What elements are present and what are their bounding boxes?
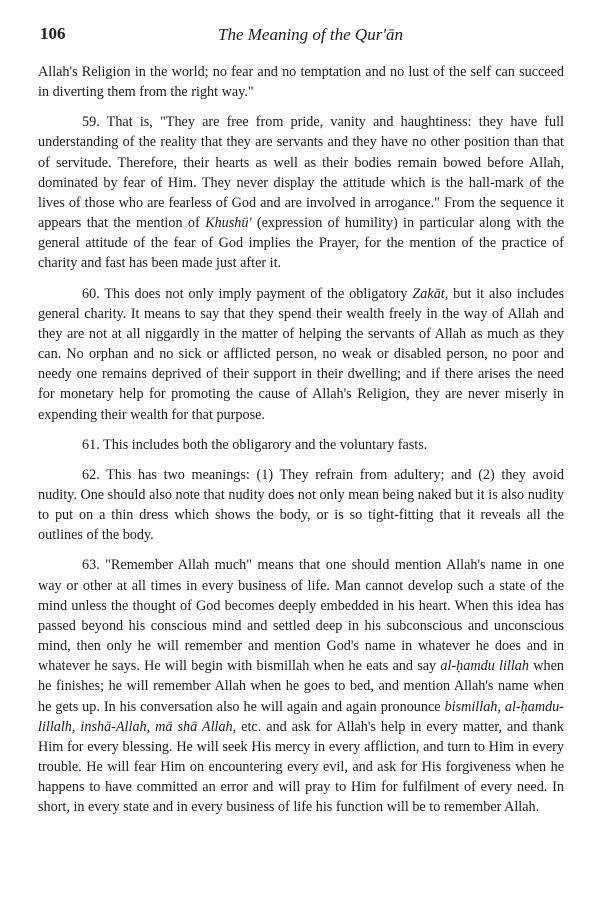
note-number: 60. [82, 285, 100, 302]
note-text: "Remember Allah much" means that one should mention Allah's name in one way or other at all times in every business of life. Man cannot develop such a state of the mind unless the thought of God becomes deeply embedded in his heart. When this idea has passed beyond his conscious mind and settled deep in his subconscious and unconscious mind, then only he will remember and mention God's name in whatever he does and in whatever he says. He will begin with bismillah when he eats and say [38, 557, 565, 675]
italic-term: Zakāt, [412, 285, 449, 302]
paragraph-continued [38, 62, 564, 102]
note-number: 59. [82, 114, 100, 131]
italic-term: bismillah, al-ḥamdu-lillalh, inshā-Allah, mā shā Allah, [38, 698, 564, 735]
note-text: etc. and ask for Allah's help in every matter, and thank Him for every blessing. He will seek His mercy in every affliction, and turn to Him in every trouble. He will fear Him on encountering every evil, and ask for His forgiveness when he happens to have committed an error and will pray to Him for fulfilment of every need. In short, in every state and in every business of life his function will be to remember Allah. [38, 718, 564, 816]
note-number: 61. [82, 436, 100, 453]
note-60 [38, 284, 564, 425]
running-title: The Meaning of the Qur'ān [218, 25, 403, 44]
note-text: when he finishes; he will remember Allah when he goes to bed, and mention Allah's name when he gets up. In his conversation also he will again and again pronounce [38, 658, 564, 715]
note-61 [38, 435, 564, 455]
note-number: 63. [82, 557, 100, 574]
note-text: but it also includes general charity. It means to say that they spend their wealth freely in the way of Allah and they are not at all niggardly in the matter of helping the servants of Allah as much as they can. No orphan and no sick or afflicted person, no weak or disabled person, no poor and needy one remains deprived of their support in their dwelling; and if there arises the need for monetary help for promoting the cause of Allah's Religion, they are never miserly in expending their wealth for that purpose. [38, 285, 564, 423]
italic-term: Khushū' [205, 215, 252, 232]
note-text: This does not only imply payment of the obligatory [104, 285, 413, 302]
note-text: That is, "They are free from pride, vanity and haughtiness: they have full understanding of the reality that they are servants and they have no other position than that of servitude. Therefore, their hearts as well as their bodies remain bowed before Allah, dominated by fear of Him. They never display the attitude which is the hall-mark of the lives of those who are fearless of God and are involved in arrogance." From the sequence it appears that the mention of [38, 114, 564, 232]
note-text: This has two meanings: (1) They refrain from adultery; and (2) they avoid nudity. One should also note that nudity does not only mean being naked but it is also nudity to put on a thin dress which shows the body, or is so tight-fitting that it reveals all the outlines of the body. [38, 466, 564, 544]
note-text: This includes both the obligarory and the voluntary fasts. [103, 436, 428, 453]
note-63 [38, 555, 564, 817]
page-header [40, 24, 560, 48]
note-62 [38, 465, 564, 546]
body-text [38, 62, 564, 817]
italic-term: al-ḥamdu lillah [440, 658, 529, 675]
note-number: 62. [82, 466, 100, 483]
note-text: (expression of humility) in particular along with the general attitude of the fear of God implies the Prayer, for the mention of the practice of charity and fast has been made just after it. [38, 215, 565, 272]
paragraph-text: Allah's Religion in the world; no fear and no temptation and no lust of the self can succeed in diverting them from the right way." [38, 64, 564, 101]
page-number: 106 [40, 24, 66, 43]
note-59 [38, 112, 564, 273]
